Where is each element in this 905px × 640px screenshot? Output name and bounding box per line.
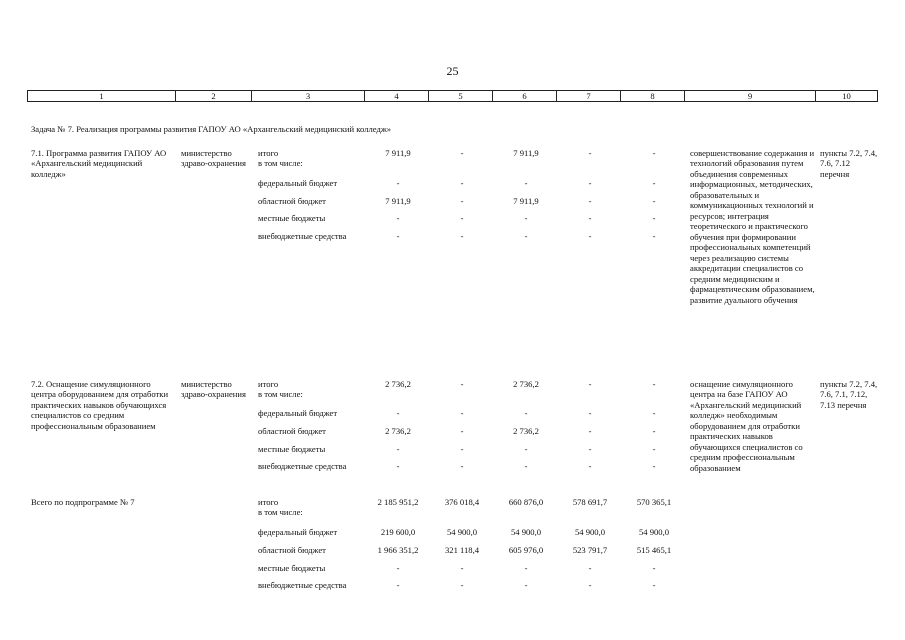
cell-value: 2 736,2 [513,426,539,436]
cell-value: 7 911,9 [385,196,411,206]
total-name: Всего по подпрограмме № 7 [31,497,135,507]
row-label: федеральный бюджет [258,527,338,537]
section-executor: министерство здраво-охранения [181,379,246,400]
cell-value: 54 900,0 [638,527,670,537]
cell-value: - [460,563,464,573]
cell-value: - [460,196,464,206]
cell-value: - [460,379,464,389]
cell-value: - [652,563,656,573]
col-header-4: 4 [365,91,429,102]
cell-value: 54 900,0 [446,527,478,537]
cell-value: - [588,231,592,241]
cell-value: 605 976,0 [508,545,544,555]
section-result: совершенствование содержания и технологий образования путем объединения современных информационных, методических, образовательных и коммуникационных технологий и ресурсов; интеграция теоретического и практического обучения при формировании профессиональных компетенций через реализацию системы аккредитации специалистов со средним медицинским и фармацевтическим образованием, развитие дуального обучения [690,148,815,305]
cell-value: 376 018,4 [444,497,480,507]
col-header-3: 3 [252,91,365,102]
row-label: местные бюджеты [258,563,326,573]
page-number: 25 [446,64,459,78]
cell-value: 578 691,7 [572,497,608,507]
cell-value: - [460,148,464,158]
cell-value: 2 736,2 [513,379,539,389]
cell-value: 2 185 951,2 [377,497,419,507]
cell-value: 219 600,0 [380,527,416,537]
cell-value: - [588,461,592,471]
cell-value: - [396,231,400,241]
cell-value: - [588,148,592,158]
cell-value: - [460,426,464,436]
row-label: итого в том числе: [258,379,303,400]
cell-value: 515 465,1 [636,545,672,555]
cell-value: 7 911,9 [385,148,411,158]
row-label: итого в том числе: [258,148,303,169]
cell-value: - [588,178,592,188]
cell-value: - [652,178,656,188]
cell-value: - [588,580,592,590]
section-result: оснащение симуляционного центра на базе ГАПОУ АО «Архангельский медицинский колледж» необходимым оборудованием для отработки практических навыков обучающихся специалистов со средним профессиональным образованием [690,379,803,473]
cell-value: - [524,408,528,418]
cell-value: - [460,444,464,454]
cell-value: - [396,408,400,418]
col-header-8: 8 [621,91,685,102]
cell-value: - [396,444,400,454]
cell-value: 54 900,0 [574,527,606,537]
section-points: пункты 7.2, 7.4, 7.6, 7.1, 7.12, 7.13 перечня [820,379,878,410]
cell-value: - [652,196,656,206]
cell-value: - [460,178,464,188]
col-header-5: 5 [429,91,493,102]
cell-value: - [524,563,528,573]
cell-value: - [652,213,656,223]
section-name: 7.2. Оснащение симуляционного центра оборудованием для отработки практических навыков обучающихся специалистов со средним профессиональным образованием [31,379,169,431]
cell-value: 2 736,2 [385,379,411,389]
cell-value: - [652,148,656,158]
cell-value: - [460,213,464,223]
cell-value: - [396,580,400,590]
cell-value: - [652,426,656,436]
cell-value: - [524,178,528,188]
cell-value: - [524,444,528,454]
cell-value: - [652,379,656,389]
col-header-2: 2 [176,91,252,102]
cell-value: - [588,426,592,436]
col-header-7: 7 [557,91,621,102]
col-header-9: 9 [685,91,816,102]
row-label: итого в том числе: [258,497,303,518]
col-header-6: 6 [493,91,557,102]
cell-value: 660 876,0 [508,497,544,507]
cell-value: 570 365,1 [636,497,672,507]
section-points: пункты 7.2, 7.4, 7.6, 7.12 перечня [820,148,878,179]
row-label: внебюджетные средства [258,580,347,590]
row-label: местные бюджеты [258,444,326,454]
cell-value: 1 966 351,2 [377,545,419,555]
cell-value: - [460,408,464,418]
col-header-10: 10 [816,91,878,102]
cell-value: - [652,444,656,454]
cell-value: - [524,461,528,471]
cell-value: - [396,563,400,573]
cell-value: - [588,444,592,454]
cell-value: - [652,408,656,418]
cell-value: - [588,408,592,418]
row-label: федеральный бюджет [258,408,338,418]
row-label: областной бюджет [258,426,326,436]
row-label: областной бюджет [258,196,326,206]
cell-value: - [652,580,656,590]
cell-value: - [588,379,592,389]
cell-value: 523 791,7 [572,545,608,555]
row-label: федеральный бюджет [258,178,338,188]
cell-value: - [460,580,464,590]
cell-value: - [460,231,464,241]
cell-value: 54 900,0 [510,527,542,537]
cell-value: - [396,178,400,188]
cell-value: 7 911,9 [513,148,539,158]
cell-value: - [588,213,592,223]
cell-value: - [524,231,528,241]
row-label: местные бюджеты [258,213,326,223]
cell-value: - [460,461,464,471]
section-executor: министерство здраво-охранения [181,148,246,169]
cell-value: 7 911,9 [513,196,539,206]
row-label: внебюджетные средства [258,461,347,471]
cell-value: - [396,461,400,471]
row-label: областной бюджет [258,545,326,555]
cell-value: 321 118,4 [444,545,480,555]
cell-value: - [588,196,592,206]
cell-value: - [524,213,528,223]
cell-value: - [524,580,528,590]
cell-value: - [652,231,656,241]
cell-value: 2 736,2 [385,426,411,436]
cell-value: - [652,461,656,471]
task-title: Задача № 7. Реализация программы развития ГАПОУ АО «Архангельский медицинский колледж» [31,124,392,134]
row-label: внебюджетные средства [258,231,347,241]
section-name: 7.1. Программа развития ГАПОУ АО «Архангельский медицинский колледж» [31,148,167,179]
cell-value: - [396,213,400,223]
column-number-header [27,90,878,102]
cell-value: - [588,563,592,573]
col-header-1: 1 [28,91,176,102]
